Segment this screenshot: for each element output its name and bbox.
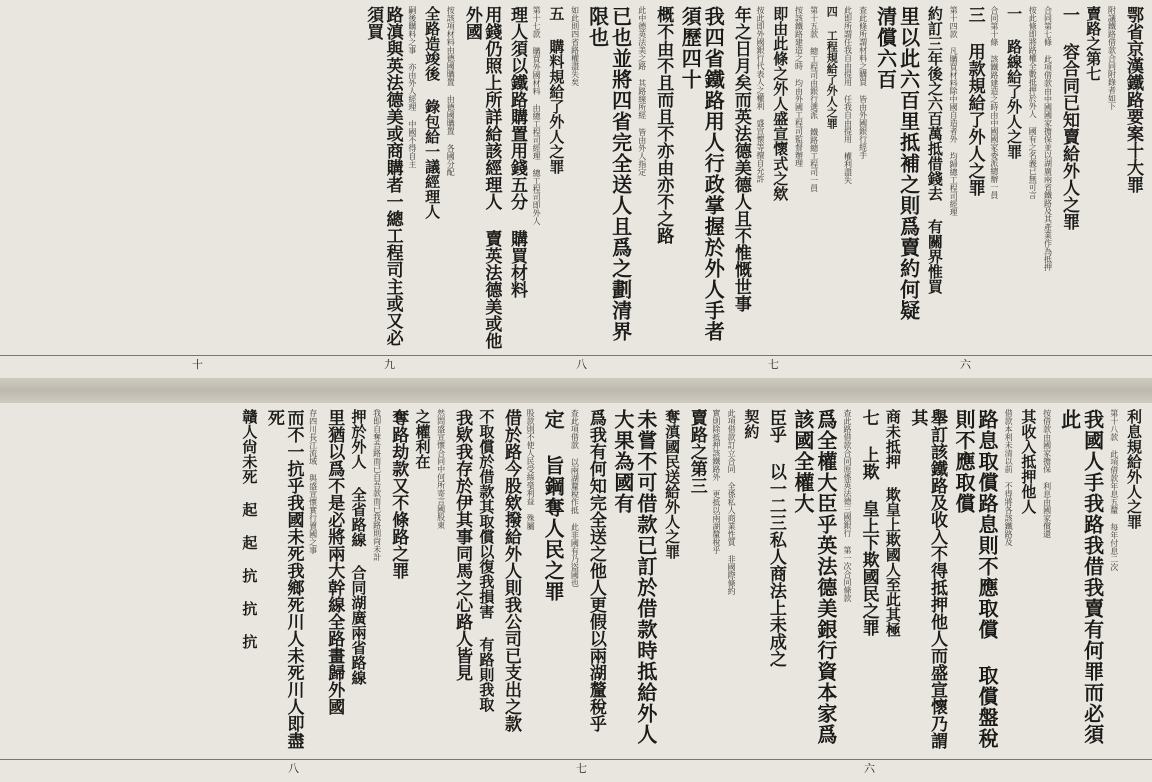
page-number: 七 <box>768 358 779 371</box>
top-text-column: 合同第七條 此項借款由中國國家擔保並以湖廣兩省鐵路及其產業作為抵押 <box>1043 6 1053 271</box>
bottom-text-column: 我即自奪吾路而已自吾款而已我路則尙未計 <box>372 409 382 561</box>
page-number: 九 <box>384 358 395 371</box>
top-text-column: 我四省鐵路用人行政掌握於外人手者須歷四十 <box>678 6 726 342</box>
bottom-text-column: 利息規給外人之罪 <box>1125 409 1143 529</box>
top-text-column: 如此則四省路權盡失矣 <box>570 6 580 86</box>
bottom-text-column: 商未抵押 欺皇上欺國人至此其極 <box>883 409 902 637</box>
bottom-text-column: 七 上欺 皇上下欺國民之罪 <box>858 409 879 636</box>
top-text-column: 一 路線給了外人之罪 <box>1005 6 1024 159</box>
top-text-column: 全路造竣後 錄包給一議經理人 <box>423 6 442 219</box>
bottom-text-column: 而不一抗乎我國未死我鄉死川人未死川人即盡死 <box>263 409 304 749</box>
top-text-column: 三 用款規給了外人之罪 <box>964 6 985 196</box>
top-text-column: 按該項材料由德國購置 由德國購置 各國分配 <box>446 6 456 176</box>
bottom-text-column: 然問盛宣懷合同中何所寄言國股東 <box>436 409 446 529</box>
bottom-text-column: 查此路借款合同原係英法德三國銀行 第一次合同條款 <box>843 409 853 602</box>
bottom-text-column: 第十八款 此項借款年息五釐 每年付息二次 <box>1109 409 1119 571</box>
bottom-text-column: 借於路今股欸撥給外人則我公司已支出之款 <box>500 409 521 732</box>
bottom-text-column: 爲全權大臣乎英法德美銀行資本家爲該國全權大 <box>790 409 838 745</box>
top-text-column: 五 購料規給了外人之罪 <box>547 6 566 174</box>
top-text-column: 此即所謂任我自由提用 任我自由提用 權利盡失 <box>843 6 853 184</box>
bottom-text-column: 實則除抵押該鐵路外 更抵以兩湖釐稅乎 <box>711 409 721 554</box>
bottom-text-column: 按借款由國家擔保 利息由國家償還 <box>1042 409 1052 538</box>
bottom-text-column: 我欵我存於伊其事同馬之心路人皆見 <box>452 409 473 681</box>
top-text-column: 按此即外國銀行代表人之權利 盛宣懷等擅自允許 <box>756 6 766 183</box>
top-text-column: 附議鐵路借款合同附錄者如下 <box>1107 6 1117 110</box>
top-text-column: 一 容合同已知賣給外人之罪 <box>1059 6 1080 230</box>
top-text-column: 按此條即將路權全數抵押於外人 國有之名義已無可言 <box>1028 6 1038 199</box>
bottom-text-column: 押於外人 全省路線 合同湖廣兩省路線 <box>349 409 368 685</box>
top-text-column: 嗣後購料之事 亦由外人經理 中國不得自主 <box>407 6 417 168</box>
top-text-column: 理人須以鐵路購置用錢五分 購買材料 <box>506 6 527 298</box>
bottom-text-column: 之權利在 <box>413 409 432 469</box>
bottom-text-column: 存四川長江流域 與盛宣懷實行賣國之事 <box>308 409 318 554</box>
bottom-text-column: 爲我有何知完全送之他人更假以兩湖釐稅乎 <box>585 409 606 732</box>
top-text-column: 第十四款 凡購買材料除中國自造者外 均歸總工程司經理 <box>949 6 959 216</box>
top-text-column: 已也並將四省完全送人且爲之劃清界限也 <box>585 6 633 342</box>
top-text-column: 用錢仍照上所詳給該經理人 賣英法德美或他外國 <box>461 6 502 349</box>
top-text-column: 合同第十條 該鐵路建造之時由中國國家委派總辦一員 <box>989 6 999 199</box>
bottom-text-column: 定 旨鋼奪人民之罪 <box>541 409 566 602</box>
bottom-text-column: 里猶以爲不是必將兩大幹線全路畫歸外國 <box>324 409 345 715</box>
page-number: 八 <box>576 358 587 371</box>
top-text-column: 第十五款 總工程司由銀行選派 鐵路總工程司一員 <box>809 6 819 192</box>
bottom-text-column: 股款則不使人民受絲毫利益 殊屬 <box>526 409 536 530</box>
bottom-text-column: 我國人手我路我借我賣有何罪而必須此 <box>1057 409 1105 745</box>
top-text-column: 路滇與英法德美或商購者一總工程司主或又必須買 <box>363 6 403 346</box>
top-text-column: 按該鐵路建造之時 均由外國工程司監督辦理 <box>794 6 804 167</box>
top-text-column: 賣路之第七 <box>1084 6 1103 81</box>
bottom-text-column: 此項借款訂立合同 全係私人商業性質 非國際條約 <box>727 409 737 595</box>
bottom-text-column: 奪路劫款又不條路之罪 <box>388 409 409 579</box>
page-number: 八 <box>288 762 299 775</box>
page-divider <box>0 378 1152 403</box>
top-text-column: 四 工程規給了外人之罪 <box>825 6 839 129</box>
top-text-column: 查此條所謂材料之購買 皆由外國銀行經手 <box>858 6 868 159</box>
page-number: 十 <box>192 358 203 371</box>
top-text-column: 鄂省京漢鐵路要案十大罪 <box>1123 6 1143 193</box>
bottom-text-column: 其收入抵押他人 <box>1019 409 1038 514</box>
top-text-column: 年之日月矣而英法德美德人且不惟慨世事 <box>730 6 751 312</box>
top-text-column: 即由此條之外人盛宣懷式之欸 <box>771 6 790 201</box>
bottom-text-column: 奪滇國民送給外人之罪 <box>663 409 682 559</box>
top-text-columns <box>4 6 1142 350</box>
top-page-panel <box>0 0 1152 378</box>
page-number: 六 <box>864 762 875 775</box>
bottom-text-column: 未嘗不可借款已訂於借款時抵給外人 大果為國有 <box>610 409 658 745</box>
top-text-column: 概不由不且而且不亦由亦不之路 <box>653 6 674 244</box>
bottom-text-column: 舉訂該鐵路及收入不得抵押他人而盛宣懷乃謂其 <box>907 409 947 749</box>
bottom-text-column: 臣乎 以一二三私人商法上未成之 <box>765 409 786 667</box>
bottom-text-column: 借款本利未清以前 不得將各該鐵路及 <box>1004 409 1014 546</box>
bottom-text-columns <box>4 409 1142 754</box>
bottom-text-column: 查此項借款 以兩湖釐稅作抵 此非國有乃盜國也 <box>570 409 580 587</box>
top-text-column: 約訂三年後之六百萬抵借錢去 有關界惟買 <box>925 6 944 294</box>
page-number: 七 <box>576 762 587 775</box>
bottom-text-column: 不取償於借款其取償以復我損害 有路則我取 <box>477 409 496 712</box>
bottom-text-column: 路息取償路息則不應取償 取償盤稅則不應取償 <box>951 409 999 749</box>
top-text-column: 此中德英法美之路 其路線所經 皆由外人指定 <box>637 6 647 176</box>
bottom-text-column: 契約 <box>742 409 761 439</box>
bottom-text-column: 賣路之第三 <box>686 409 707 494</box>
top-text-column: 第十七款 購買外國材料 由總工程司經理 總工程司即外人 <box>532 6 542 225</box>
bottom-page-panel <box>0 403 1152 782</box>
top-text-column: 里以此六百里抵補之則爲賣約何疑 清償六百 <box>873 6 921 321</box>
page-number: 六 <box>960 358 971 371</box>
bottom-text-column: 贛人尙未死 起 起 抗 抗 抗 <box>240 409 259 649</box>
